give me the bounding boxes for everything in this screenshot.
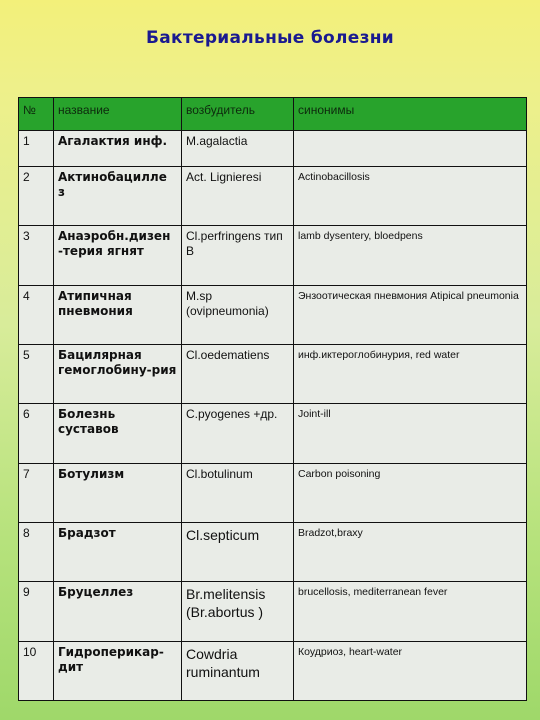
row-num: 7	[19, 463, 54, 522]
row-name: Атипичная пневмония	[54, 285, 182, 344]
header-agent: возбудитель	[182, 98, 294, 131]
row-agent: C.pyogenes +др.	[182, 404, 294, 463]
row-synonyms: Bradzot,braxy	[294, 522, 527, 581]
header-row	[19, 98, 527, 131]
row-num: 9	[19, 582, 54, 641]
row-num: 3	[19, 226, 54, 285]
row-num: 5	[19, 344, 54, 403]
row-agent: M.agalactia	[182, 130, 294, 166]
row-agent: Cl.perfringens тип B	[182, 226, 294, 285]
row-name: Бацилярная гемоглобину-рия	[54, 344, 182, 403]
row-num: 8	[19, 522, 54, 581]
row-synonyms: brucellosis, mediterranean fever	[294, 582, 527, 641]
row-name: Болезнь суставов	[54, 404, 182, 463]
row-name: Гидроперикар-дит	[54, 641, 182, 700]
table-row	[19, 130, 527, 166]
row-agent: M.sp (ovipneumonia)	[182, 285, 294, 344]
row-agent: Br.melitensis (Br.abortus )	[182, 582, 294, 641]
header-name: название	[54, 98, 182, 131]
table-row	[19, 522, 527, 581]
row-synonyms	[294, 130, 527, 166]
row-num: 1	[19, 130, 54, 166]
table-row	[19, 344, 527, 403]
row-num: 6	[19, 404, 54, 463]
row-num: 4	[19, 285, 54, 344]
row-name: Брадзот	[54, 522, 182, 581]
row-num: 10	[19, 641, 54, 700]
table-row	[19, 463, 527, 522]
row-agent: Cl.septicum	[182, 522, 294, 581]
table-row	[19, 166, 527, 225]
table-row	[19, 226, 527, 285]
row-synonyms: Carbon poisoning	[294, 463, 527, 522]
table-row	[19, 404, 527, 463]
row-num: 2	[19, 166, 54, 225]
row-agent: Cl.botulinum	[182, 463, 294, 522]
diseases-table	[18, 97, 527, 701]
row-name: Анаэробн.дизен -терия ягнят	[54, 226, 182, 285]
row-name: Бруцеллез	[54, 582, 182, 641]
page-title: Бактериальные болезни	[145, 28, 395, 48]
header-synonyms: синонимы	[294, 98, 527, 131]
row-agent: Cl.oedematiens	[182, 344, 294, 403]
row-synonyms: Joint-ill	[294, 404, 527, 463]
table-row	[19, 641, 527, 700]
row-synonyms: lamb dysentery, bloedpens	[294, 226, 527, 285]
table-row	[19, 582, 527, 641]
row-synonyms: Энзоотическая пневмония Atipical pneumonia	[294, 285, 527, 344]
row-synonyms: инф.иктероглобинурия, red water	[294, 344, 527, 403]
header-num: №	[19, 98, 54, 131]
table-row	[19, 285, 527, 344]
row-name: Актинобацилле з	[54, 166, 182, 225]
row-name: Ботулизм	[54, 463, 182, 522]
row-synonyms: Actinobacillosis	[294, 166, 527, 225]
row-synonyms: Коудриоз, heart-water	[294, 641, 527, 700]
row-name: Агалактия инф.	[54, 130, 182, 166]
row-agent: Act. Lignieresi	[182, 166, 294, 225]
row-agent: Cowdria ruminantum	[182, 641, 294, 700]
